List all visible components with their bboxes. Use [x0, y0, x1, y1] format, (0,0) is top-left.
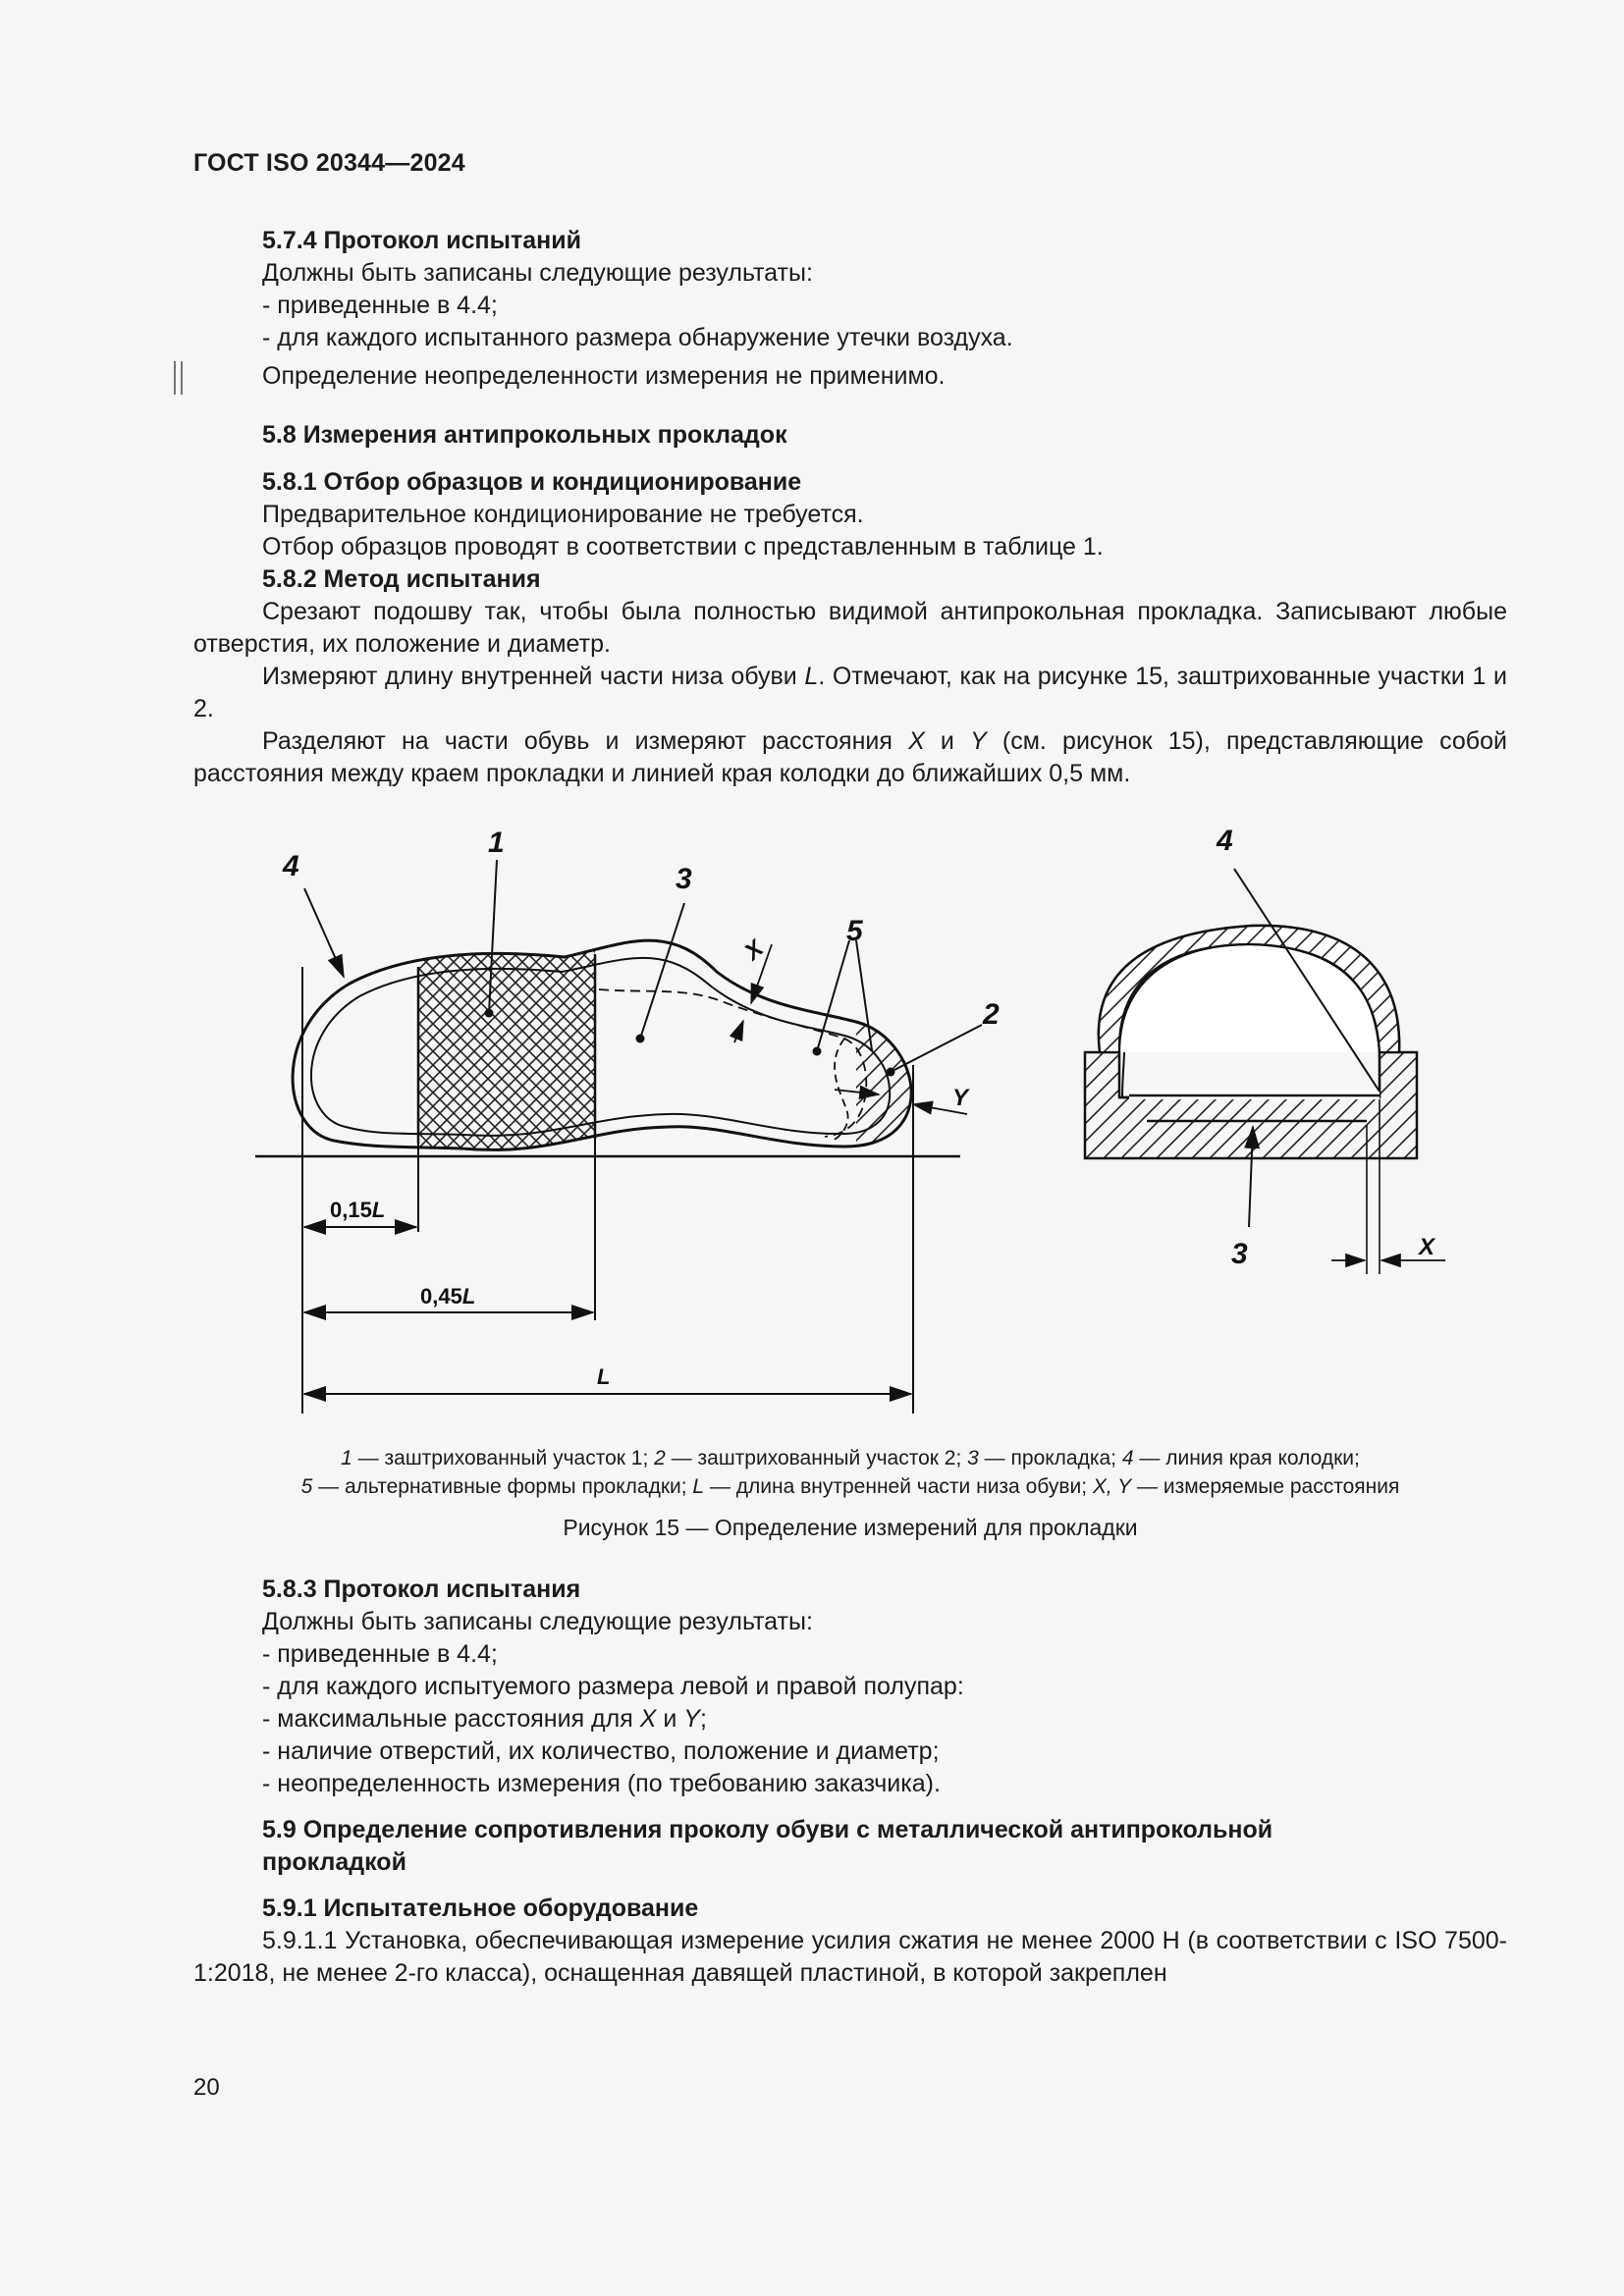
paragraph: Отбор образцов проводят в соответствии с представленным в таблице 1. [262, 533, 1104, 561]
list-item: - приведенные в 4.4; [262, 292, 498, 319]
alternative-insert-form [599, 989, 866, 1137]
dimension-L: L [597, 1364, 611, 1389]
document-header: ГОСТ ISO 20344—2024 [193, 149, 465, 177]
paragraph: Срезают подошву так, чтобы была полностью видимой антипрокольная прокладка. Записывают любые отверстия, их положение и диаметр. [193, 598, 1507, 658]
legend-segment: — прокладка; [978, 1447, 1122, 1469]
text-block-bottom [193, 1574, 1507, 1990]
legend-segment: — линия края колодки; [1133, 1447, 1360, 1469]
label-x-sole: X [739, 934, 769, 966]
paragraph: Должны быть записаны следующие результаты: [262, 259, 813, 287]
list-item: - наличие отверстий, их количество, положение и диаметр; [262, 1737, 940, 1765]
heading-5-8-1: 5.8.1 Отбор образцов и кондиционирование [262, 468, 802, 496]
legend-segment: X, Y [1092, 1475, 1132, 1498]
legend-segment: — заштрихованный участок 1; [352, 1447, 655, 1469]
insert-outline [311, 958, 890, 1136]
figure-caption: Рисунок 15 — Определение измерений для прокладки [563, 1515, 1138, 1540]
list-item: - для каждого испытуемого размера левой и правой полупар: [262, 1673, 964, 1700]
heading-5-9-1: 5.9.1 Испытательное оборудование [262, 1895, 699, 1922]
list-item: - максимальные расстояния для X и Y; [262, 1705, 707, 1733]
label-y: Y [952, 1085, 969, 1111]
list-item: - для каждого испытанного размера обнаружение утечки воздуха. [262, 324, 1013, 351]
label-3-section: 3 [1231, 1238, 1248, 1270]
figure-legend-line-1 [193, 1444, 1507, 1473]
paragraph: Разделяют на части обувь и измеряют расстояния X и Y (см. рисунок 15), представляющие собой расстояния между краем прокладки и линией края колодки до ближайших 0,5 мм. [193, 727, 1507, 787]
label-4: 4 [283, 850, 299, 882]
paragraph: Определение неопределенности измерения не применимо. [262, 362, 946, 390]
paragraph: Должны быть записаны следующие результаты: [262, 1608, 813, 1635]
legend-segment: — заштрихованный участок 2; [665, 1447, 968, 1469]
heading-5-7-4: 5.7.4 Протокол испытаний [262, 227, 581, 254]
cross-section-drawing [1085, 869, 1445, 1274]
legend-segment: 5 [300, 1475, 313, 1498]
legend-segment: 4 [1121, 1447, 1134, 1469]
heading-5-8: 5.8 Измерения антипрокольных прокладок [262, 421, 787, 449]
paragraph: Измеряют длину внутренней части низа обуви L. Отмечают, как на рисунке 15, заштрихованные участки 1 и 2. [193, 663, 1507, 722]
paragraph: 5.9.1.1 Установка, обеспечивающая измерение усилия сжатия не менее 2000 Н (в соответствии с ISO 7500-1:2018, не менее 2-го класса), оснащенная давящей пластиной, в которой закреплен [193, 1927, 1507, 1987]
label-x-section: X [1419, 1234, 1435, 1260]
legend-segment: 1 [341, 1447, 352, 1469]
legend-segment: 2 [654, 1447, 666, 1469]
legend-segment: L [692, 1475, 705, 1498]
heading-5-9: 5.9 Определение сопротивления проколу обуви с металлической антипрокольной прокладкой [262, 1816, 1273, 1876]
heading-5-8-3: 5.8.3 Протокол испытания [262, 1575, 581, 1603]
legend-segment: — альтернативные формы прокладки; [312, 1475, 693, 1498]
dimension-0-45L: 0,45L [420, 1284, 476, 1308]
label-5: 5 [846, 915, 863, 947]
list-item: - приведенные в 4.4; [262, 1640, 498, 1668]
label-1: 1 [488, 827, 505, 859]
legend-segment: 3 [967, 1447, 979, 1469]
heading-5-8-2: 5.8.2 Метод испытания [262, 565, 541, 593]
legend-segment: — измеряемые расстояния [1131, 1475, 1400, 1498]
dimension-0-15L: 0,15L [330, 1198, 386, 1222]
list-item: - неопределенность измерения (по требованию заказчика). [262, 1770, 941, 1797]
page-number: 20 [193, 2074, 220, 2101]
legend-segment: — длина внутренней части низа обуви; [704, 1475, 1093, 1498]
figure-legend-line-2 [193, 1472, 1507, 1502]
label-4-section: 4 [1217, 825, 1233, 857]
paragraph: Предварительное кондиционирование не требуется. [262, 501, 864, 528]
label-3: 3 [676, 863, 692, 895]
label-2: 2 [983, 998, 1000, 1031]
